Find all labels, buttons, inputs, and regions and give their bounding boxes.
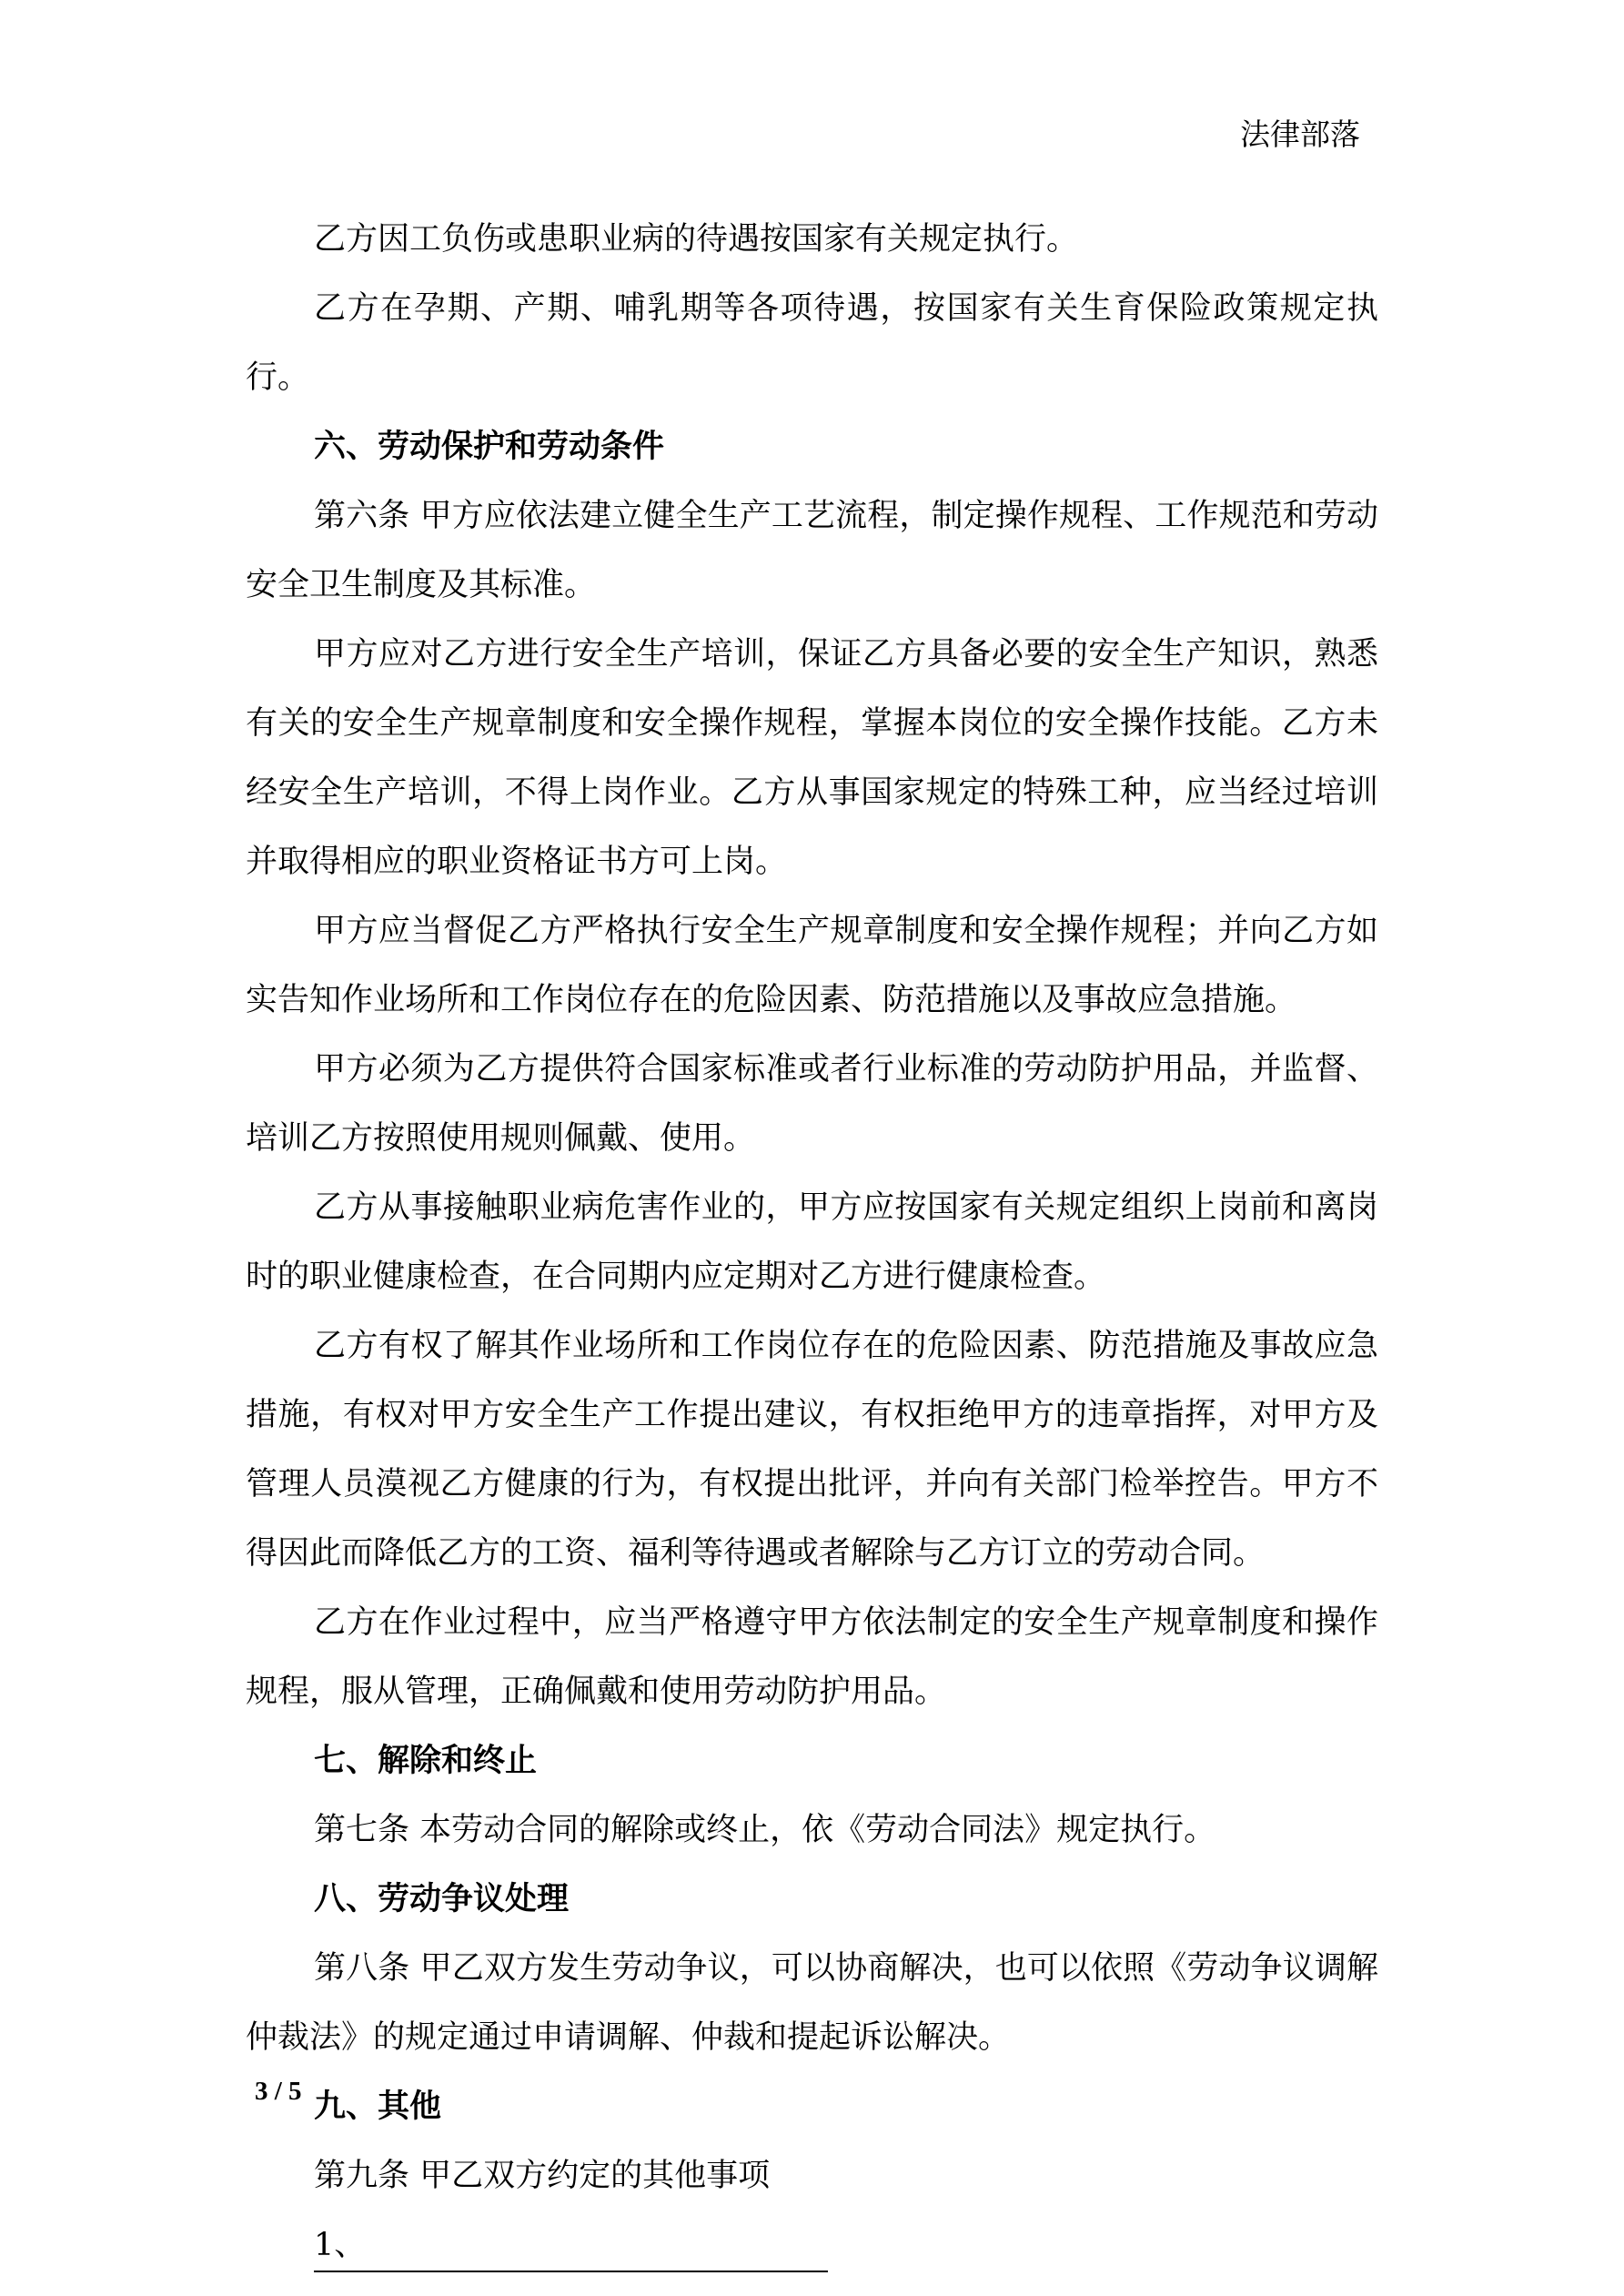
section-heading-termination: 七、解除和终止 <box>314 1742 538 1779</box>
article-7: 第七条 本劳动合同的解除或终止，依《劳动合同法》规定执行。 <box>314 1812 1216 1848</box>
article-8: 第八条 甲乙双方发生劳动争议，可以协商解决，也可以依照《劳动争议调解仲裁法》的规定通过申请调解、仲裁和提起诉讼解决。 <box>246 1950 1378 2056</box>
document-body <box>246 205 1378 2280</box>
paragraph-maternity-treatment: 乙方在孕期、产期、哺乳期等各项待遇，按国家有关生育保险政策规定执行。 <box>246 290 1378 396</box>
paragraph-safety-training: 甲方应对乙方进行安全生产培训，保证乙方具备必要的安全生产知识，熟悉有关的安全生产规章制度和安全操作规程，掌握本岗位的安全操作技能。乙方未经安全生产培训，不得上岗作业。乙方从事国家规定的特殊工种，应当经过培训并取得相应的职业资格证书方可上岗。 <box>246 636 1378 880</box>
paragraph-protective-equipment: 甲方必须为乙方提供符合国家标准或者行业标准的劳动防护用品，并监督、培训乙方按照使用规则佩戴、使用。 <box>246 1051 1378 1157</box>
paragraph-health-check: 乙方从事接触职业病危害作业的，甲方应按国家有关规定组织上岗前和离岗时的职业健康检查，在合同期内应定期对乙方进行健康检查。 <box>246 1189 1378 1295</box>
page-header: 法律部落 <box>1240 116 1360 152</box>
section-heading-dispute: 八、劳动争议处理 <box>314 1880 570 1917</box>
article-9: 第九条 甲乙双方约定的其他事项 <box>314 2158 771 2194</box>
article-6: 第六条 甲方应依法建立健全生产工艺流程，制定操作规程、工作规范和劳动安全卫生制度及其标准。 <box>246 498 1378 603</box>
paragraph-employee-rights: 乙方有权了解其作业场所和工作岗位存在的危险因素、防范措施及事故应急措施，有权对甲方安全生产工作提出建议，有权拒绝甲方的违章指挥，对甲方及管理人员漠视乙方健康的行为，有权提出批评，并向有关部门检举控告。甲方不得因此而降低乙方的工资、福利等待遇或者解除与乙方订立的劳动合同。 <box>246 1328 1378 1572</box>
fill-in-line-1 <box>246 2210 1378 2280</box>
paragraph-employee-obligations: 乙方在作业过程中，应当严格遵守甲方依法制定的安全生产规章制度和操作规程，服从管理，正确佩戴和使用劳动防护用品。 <box>246 1604 1378 1710</box>
paragraph-safety-supervision: 甲方应当督促乙方严格执行安全生产规章制度和安全操作规程；并向乙方如实告知作业场所和工作岗位存在的危险因素、防范措施以及事故应急措施。 <box>246 913 1378 1018</box>
section-heading-other: 九、其他 <box>314 2088 442 2125</box>
blank-underline: 1、 <box>314 2220 828 2272</box>
page-number: 3 / 5 <box>255 2077 302 2106</box>
paragraph-injury-treatment: 乙方因工负伤或患职业病的待遇按国家有关规定执行。 <box>314 221 1079 258</box>
section-heading-labor-protection: 六、劳动保护和劳动条件 <box>314 428 665 465</box>
